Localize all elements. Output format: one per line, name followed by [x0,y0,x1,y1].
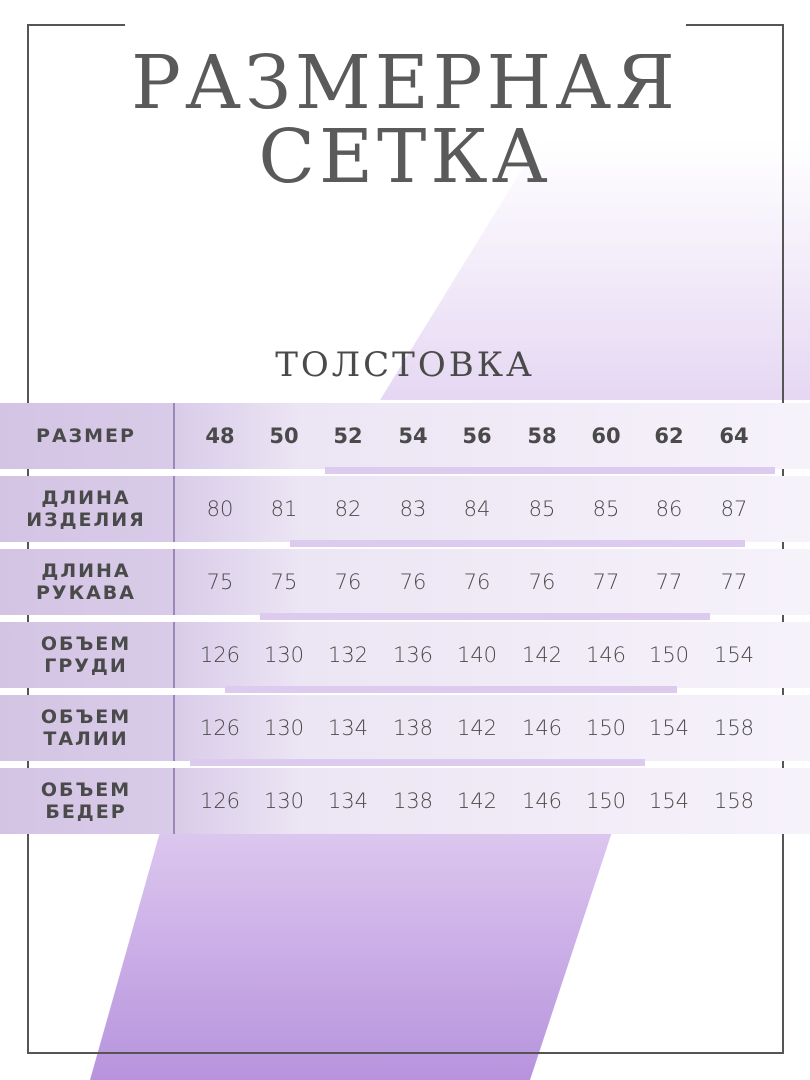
table-header-row [0,403,810,469]
row-label-line: ОБЪЕМ [40,706,132,728]
table-row [0,695,810,761]
row-separator [173,622,175,688]
frame-top-right [686,24,784,26]
row-separator [173,695,175,761]
row-label [0,476,172,542]
row-label-line: БЕДЕР [45,801,127,823]
row-label-line: ОБЪЕМ [40,779,132,801]
table-cell: 75 [206,570,234,594]
decorative-stripe [290,540,745,547]
table-cell: 77 [655,570,683,594]
table-cell: 158 [713,716,755,740]
decorative-stripe [325,467,775,474]
table-row [0,622,810,688]
table-cell: 86 [655,497,683,521]
table-row [0,476,810,542]
table-cell: 146 [585,643,627,667]
table-cell: 150 [648,643,690,667]
table-cell: 142 [456,716,498,740]
table-cell: 130 [263,716,305,740]
table-cell: 77 [592,570,620,594]
table-cell: 146 [521,789,563,813]
table-cell: 80 [206,497,234,521]
size-header-cell: 60 [591,424,621,448]
header-label [0,403,172,469]
table-cell: 75 [270,570,298,594]
frame-bottom [27,1052,784,1054]
table-cell: 76 [528,570,556,594]
table-cell: 154 [648,789,690,813]
row-label-line: РУКАВА [36,582,136,604]
table-cell: 126 [199,716,241,740]
row-label-line: ДЛИНА [41,560,131,582]
table-cell: 138 [392,716,434,740]
size-header-cell: 62 [654,424,684,448]
row-label [0,549,172,615]
table-row [0,768,810,834]
table-cell: 136 [392,643,434,667]
row-label [0,622,172,688]
table-cell: 77 [720,570,748,594]
table-cell: 138 [392,789,434,813]
row-separator [173,549,175,615]
table-cell: 146 [521,716,563,740]
size-header-cell: 56 [462,424,492,448]
table-cell: 81 [270,497,298,521]
row-label [0,768,172,834]
row-label-line: ТАЛИИ [43,728,129,750]
row-separator [173,768,175,834]
table-cell: 82 [334,497,362,521]
row-label-line: ИЗДЕЛИЯ [26,509,146,531]
table-cell: 150 [585,789,627,813]
table-cell: 134 [327,716,369,740]
table-cell: 134 [327,789,369,813]
table-cell: 132 [327,643,369,667]
row-separator [173,476,175,542]
size-header-cell: 58 [527,424,557,448]
size-header-cell: 48 [205,424,235,448]
table-cell: 126 [199,643,241,667]
table-cell: 83 [399,497,427,521]
table-cell: 142 [456,789,498,813]
table-cell: 76 [463,570,491,594]
size-header-cell: 52 [333,424,363,448]
table-cell: 158 [713,789,755,813]
size-header-cell: 50 [269,424,299,448]
table-cell: 85 [528,497,556,521]
size-header-cell: 64 [719,424,749,448]
decorative-stripe [190,759,645,766]
row-label-line: ГРУДИ [44,655,128,677]
table-cell: 84 [463,497,491,521]
table-cell: 142 [521,643,563,667]
page-title-line2: СЕТКА [258,114,552,200]
decorative-stripe [225,686,677,693]
table-row [0,549,810,615]
page-title-line1: РАЗМЕРНАЯ [131,40,679,126]
table-cell: 126 [199,789,241,813]
row-label-line: ДЛИНА [41,487,131,509]
size-header-cell: 54 [398,424,428,448]
row-label [0,695,172,761]
frame-top-left [27,24,125,26]
decorative-stripe [260,613,710,620]
table-cell: 85 [592,497,620,521]
table-cell: 154 [713,643,755,667]
table-cell: 76 [334,570,362,594]
row-label-line: РАЗМЕР [36,425,136,447]
product-subtitle: ТОЛСТОВКА [275,345,535,385]
table-cell: 130 [263,643,305,667]
table-cell: 87 [720,497,748,521]
bottom-diagonal-shape [90,832,612,1080]
table-cell: 140 [456,643,498,667]
row-separator [173,403,175,469]
row-label-line: ОБЪЕМ [40,633,132,655]
table-cell: 76 [399,570,427,594]
table-cell: 150 [585,716,627,740]
table-cell: 154 [648,716,690,740]
table-cell: 130 [263,789,305,813]
